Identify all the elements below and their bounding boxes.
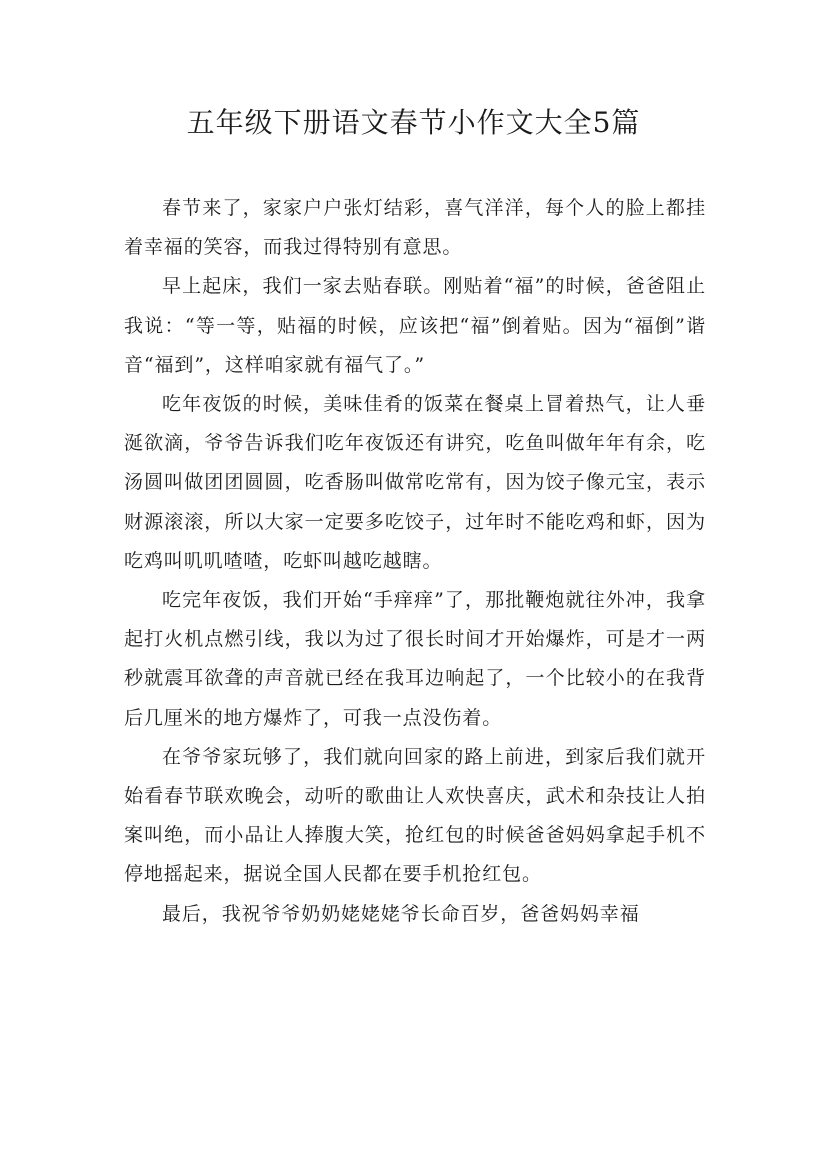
paragraph-3: 吃年夜饭的时候，美味佳肴的饭菜在餐桌上冒着热气，让人垂涎欲滴，爷爷告诉我们吃年夜饭还有讲究，吃鱼叫做年年有余，吃汤圆叫做团团圆圆，吃香肠叫做常吃常有，因为饺子像元宝，表示财源滚滚，所以大家一定要多吃饺子，过年时不能吃鸡和虾，因为吃鸡叫叽叽喳喳，吃虾叫越吃越瞎。 — [124, 393, 706, 572]
document-body — [124, 189, 706, 934]
paragraph-6: 最后，我祝爷爷奶奶姥姥姥爷长命百岁，爸爸妈妈幸福 — [162, 902, 640, 925]
paragraph-2: 早上起床，我们一家去贴春联。刚贴着“福”的时候，爸爸阻止我说：“等一等，贴福的时候，应该把“福”倒着贴。因为“福倒”谐音“福到”，这样咱家就有福气了。” — [124, 275, 706, 376]
document-title: 五年级下册语文春节小作文大全5篇 — [186, 106, 641, 139]
paragraph-1: 春节来了，家家户户张灯结彩，喜气洋洋，每个人的脸上都挂着幸福的笑容，而我过得特别有意思。 — [124, 197, 706, 259]
paragraph-5: 在爷爷家玩够了，我们就向回家的路上前进，到家后我们就开始看春节联欢晚会，动听的歌曲让人欢快喜庆，武术和杂技让人拍案叫绝，而小品让人捧腹大笑，抢红包的时候爸爸妈妈拿起手机不停地摇起来，据说全国人民都在要手机抢红包。 — [124, 745, 706, 886]
paragraph-4: 吃完年夜饭，我们开始“手痒痒”了，那批鞭炮就往外冲，我拿起打火机点燃引线，我以为过了很长时间才开始爆炸，可是才一两秒就震耳欲聋的声音就已经在我耳边响起了，一个比较小的在我背后几厘米的地方爆炸了，可我一点没伤着。 — [124, 589, 706, 729]
